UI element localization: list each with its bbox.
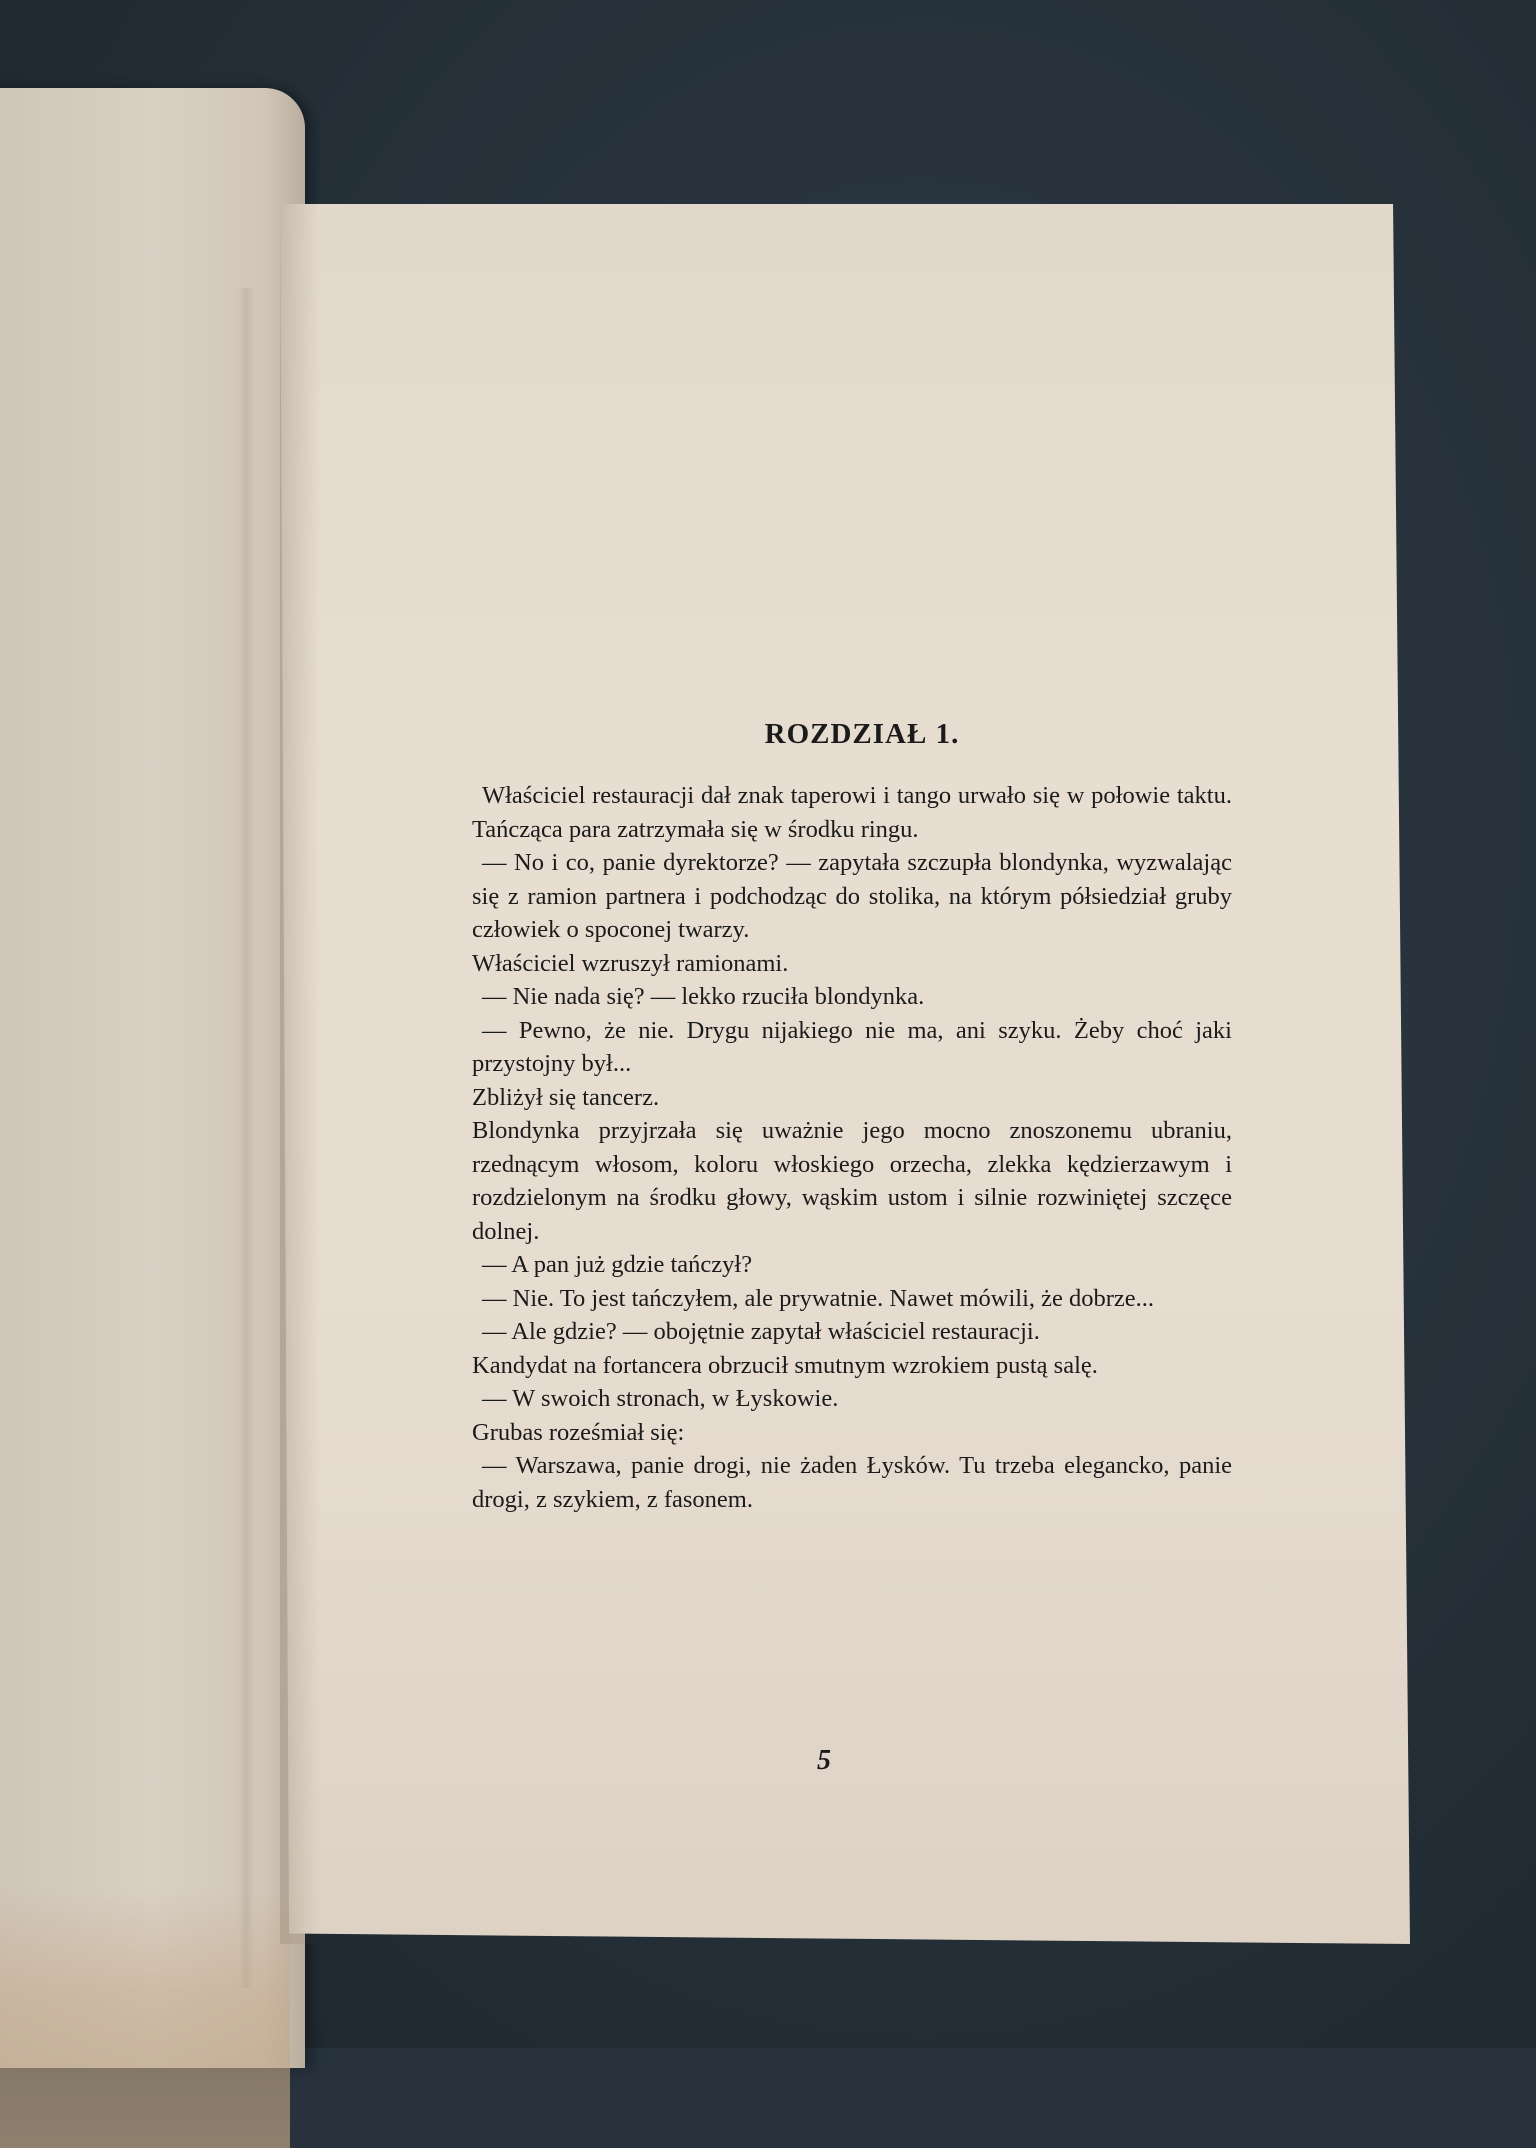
- paragraph: — A pan już gdzie tańczył?: [482, 1251, 753, 1278]
- paragraph: Właściciel wzruszył ramionami.: [472, 949, 789, 977]
- chapter-heading: ROZDZIAŁ 1.: [764, 718, 960, 750]
- paragraph: Grubas roześmiał się:: [472, 1418, 685, 1446]
- paragraph: — Ale gdzie? — obojętnie zapytał właściciel restauracji.: [482, 1318, 1040, 1345]
- left-page: [0, 88, 305, 2068]
- paragraph: Blondynka przyjrzała się uważnie jego mocno znoszonemu ubraniu, rzednącym włosom, koloru włoskiego orzecha, zlekka kędzierzawym i rozdzielonym na środku głowy, wąskim ustom i silnie rozwiniętej szczęce dolnej.: [472, 1117, 1232, 1245]
- paragraph: Właściciel restauracji dał znak taperowi i tango urwało się w połowie taktu. Tańcząca para zatrzymała się w środku ringu.: [472, 782, 1232, 843]
- paragraph: — Nie. To jest tańczyłem, ale prywatnie. Nawet mówili, że dobrze...: [482, 1284, 1155, 1312]
- paragraph: — Warszawa, panie drogi, nie żaden Łysków. Tu trzeba elegancko, panie drogi, z szykiem, z fasonem.: [472, 1452, 1232, 1513]
- paragraph: Zbliżył się tancerz.: [472, 1083, 660, 1111]
- left-page-edge-shadow: [238, 288, 254, 1988]
- paragraph: — Nie nada się? — lekko rzuciła blondynka.: [482, 983, 925, 1010]
- paragraph: — W swoich stronach, w Łyskowie.: [482, 1385, 839, 1412]
- gutter-shadow: [280, 204, 320, 1944]
- left-page-stain: [0, 1888, 290, 2148]
- paragraph: — No i co, panie dyrektorze? — zapytała szczupła blondynka, wyzwalając się z ramion partnera i podchodząc do stolika, na którym półsiedział gruby człowiek o spoconej twarzy.: [472, 849, 1232, 943]
- body-text: [472, 779, 1232, 1516]
- page-number: 5: [817, 1745, 831, 1776]
- paragraph: — Pewno, że nie. Drygu nijakiego nie ma, ani szyku. Żeby choć jaki przystojny był...: [472, 1016, 1232, 1077]
- page-content: [472, 718, 1232, 1516]
- paragraph: Kandydat na fortancera obrzucił smutnym wzrokiem pustą salę.: [472, 1351, 1098, 1379]
